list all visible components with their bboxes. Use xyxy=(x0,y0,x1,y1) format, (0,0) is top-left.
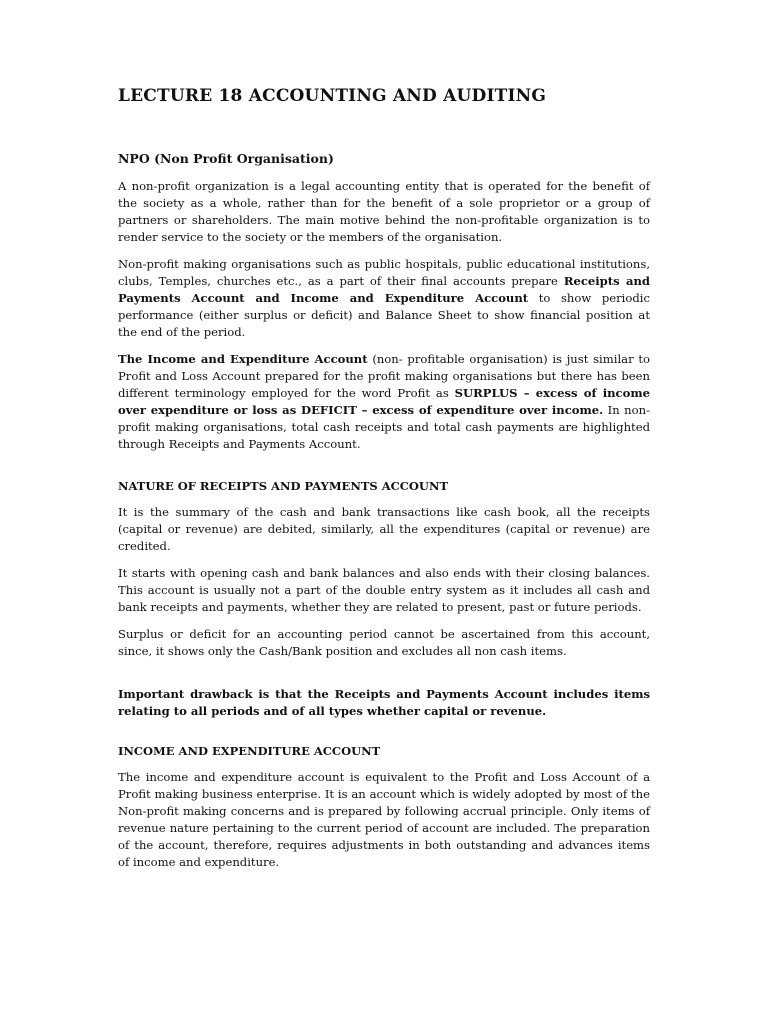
npo-p3-bold-a: The Income and Expenditure Account xyxy=(118,352,368,366)
receipts-paragraph-3: Surplus or deficit for an accounting period cannot be ascertained from this account, since, it shows only the Cash/Bank position and excludes all non cash items. xyxy=(118,627,650,658)
receipts-paragraph-1: It is the summary of the cash and bank transactions like cash book, all the receipts (capital or revenue) are debited, similarly, all the expenditures (capital or revenue) are credited. xyxy=(118,505,650,553)
income-heading: INCOME AND EXPENDITURE ACCOUNT xyxy=(118,744,381,758)
npo-p2-bold: Receipts and Payments Account and Income and Expenditure Account xyxy=(118,274,650,305)
npo-paragraph-2 xyxy=(118,256,650,341)
receipts-heading: NATURE OF RECEIPTS AND PAYMENTS ACCOUNT xyxy=(118,479,449,493)
npo-p2-text-c: to show periodic performance (either surplus or deficit) and Balance Sheet to show financial position at the end of the period. xyxy=(118,291,650,339)
income-paragraph-1: The income and expenditure account is equivalent to the Profit and Loss Account of a Profit making business enterprise. It is an account which is widely adopted by most of the Non-profit making concerns and is prepared by following accrual principle. Only items of revenue nature pertaining to the current period of account are included. The preparation of the account, therefore, requires adjustments in both outstanding and advances items of income and expenditure. xyxy=(118,770,650,869)
npo-p2-text-a: Non-profit making organisations such as public hospitals, public educational institutions, clubs, Temples, churches etc., as a part of their final accounts prepare xyxy=(118,257,650,288)
document-body xyxy=(118,151,650,881)
receipts-paragraph-2: It starts with opening cash and bank balances and also ends with their closing balances. This account is usually not a part of the double entry system as it includes all cash and bank receipts and payments, whether they are related to present, past or future periods. xyxy=(118,566,650,614)
drawback-bold: Important drawback is that the Receipts and Payments Account includes items relating to all periods and of all types whether capital or revenue. xyxy=(118,687,650,718)
npo-p3-text-b: (non- profitable organisation) is just similar to Profit and Loss Account prepared for the profit making organisations but there has been different terminology employed for the word Profit as xyxy=(118,352,651,400)
npo-heading: NPO (Non Profit Organisation) xyxy=(118,151,334,166)
receipts-drawback xyxy=(118,686,650,720)
npo-paragraph-3 xyxy=(118,351,650,453)
npo-p3-text-d: In non-profit making organisations, total cash receipts and total cash payments are highlighted through Receipts and Payments Account. xyxy=(118,403,651,451)
page-title: LECTURE 18 ACCOUNTING AND AUDITING xyxy=(118,86,547,106)
npo-paragraph-1: A non-profit organization is a legal accounting entity that is operated for the benefit of the society as a whole, rather than for the benefit of a sole proprietor or a group of partners or shareholders. The main motive behind the non-profitable organization is to render service to the society or the members of the organisation. xyxy=(118,179,650,244)
npo-p3-bold-c: SURPLUS – excess of income over expenditure or loss as DEFICIT – excess of expenditure over income. xyxy=(118,386,650,417)
